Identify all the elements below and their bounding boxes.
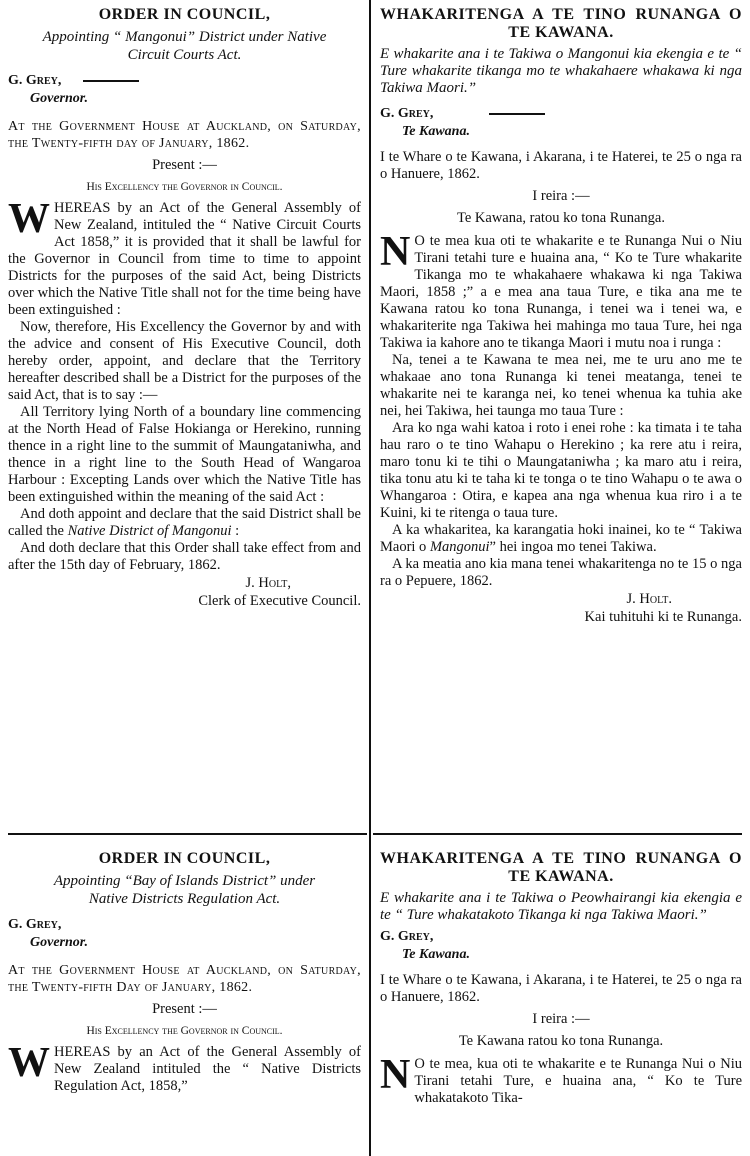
section-divider-right	[373, 833, 742, 835]
order-in-council-mangonui	[8, 6, 367, 826]
paragraph-na-tenei: Na, tenei a te Kawana te mea nei, me te uru ano me te whakaae ano tona Runanga ki tenei meatanga, tenei te whakarite nei te karanga nei, ko tenei whenua ka tuhia ake nei, hei Takiwa, hei taunga mo taua Ture :	[380, 352, 742, 419]
signature-line	[83, 80, 139, 82]
signatory-name: G. Grey,	[8, 917, 62, 932]
signatory-role: Governor.	[30, 935, 88, 950]
section-subheading: Appointing “Bay of Islands District” under Native Districts Regulation Act.	[53, 873, 316, 907]
paragraph-appoint	[8, 506, 361, 540]
district-name: Mangonui	[429, 539, 490, 555]
paragraph-text: O te mea kua oti te whakarite e te Runanga Nui o Niu Tirani tetahi ture e huaina ana, “ Ko te Ture whakarite Tikanga mo te whakahaere whakawa ki nga Takiwa Maori, 1858 ;” a e mea ana taua Ture, e tika ana me te Kawana ratou ko tona Runanga, i tenei wa i tenei wa, e whakariterite nga Takiwa hei mahinga mo taua Ture, hei nga Takiwa ia kahore ano te tikanga Maori i mutu noa i runga :	[380, 233, 742, 351]
district-name: Native District of Mangonui	[67, 523, 232, 539]
place-and-date: I te Whare o te Kawana, i Akarana, i te Haterei, te 25 o nga ra o Hanuere, 1862.	[380, 972, 742, 1005]
section-subheading: E whakarite ana i te Takiwa o Mangonui kia ekengia e te “ Ture whakarite tikanga mo te whakahaere whakawa ki nga Takiwa Maori.”	[380, 46, 742, 96]
paragraph-karangatia	[380, 522, 742, 556]
signatory-role: Te Kawana.	[402, 947, 470, 962]
paragraph-text: HEREAS by an Act of the General Assembly of New Zealand intituled the “ Native Districts Regulation Act, 1858,”	[54, 1044, 361, 1094]
order-in-council-bay-of-islands	[8, 850, 367, 1156]
paragraph-no-te-mea	[380, 1052, 742, 1107]
paragraph-text: A ka whakaritea, ka karangatia hoki inainei, ko te “ Takiwa Maori o	[380, 522, 742, 555]
present-label: I reira :—	[532, 1011, 590, 1027]
paragraph-whereas	[8, 196, 361, 319]
signatory-name: G. Grey,	[8, 73, 62, 88]
signoff-title: Kai tuhituhi ki te Runanga.	[584, 609, 742, 625]
place-and-date: At the Government House at Auckland, on Saturday, the Twenty-fifth day of January, 1862.	[8, 119, 361, 151]
paragraph-effect: And doth declare that this Order shall take effect from and after the 15th day of February, 1862.	[8, 540, 361, 573]
signature-line	[489, 113, 545, 115]
excellency-line: Te Kawana, ratou ko tona Runanga.	[457, 210, 665, 226]
paragraph-text: ” hei ingoa mo tenei Takiwa.	[489, 539, 657, 555]
place-and-date: At the Government House at Auckland, on Saturday, the Twenty-fifth Day of January, 1862.	[8, 963, 361, 995]
paragraph-territory: All Territory lying North of a boundary line commencing at the North Head of False Hokianga or Herekino, running thence in a right line to the summit of Maungataniwha, and thence in a right line to the South Head of Wangaroa Harbour : Excepting Lands over which the Native Title has been extinguished within the meaning of the said Act :	[8, 404, 361, 505]
section-subheading: E whakarite ana i te Takiwa o Peowhairangi kia ekengia e te “ Ture whakatakoto Tikanga ki nga Takiwa Maori.”	[380, 890, 742, 923]
signatory-name: G. Grey,	[380, 929, 434, 944]
drop-cap: N	[380, 229, 411, 275]
paragraph-ara: Ara ko nga wahi katoa i roto i enei rohe : ka timata i te taha hau raro o te tino Wahapu o Herekino ; ka rere atu i reira, maro tonu ki te tihi o Maungataniwha ; ka maro atu i reira, tika tonu atu ki te taha ki te tonga o te tino Wahapu o te awa o Whangaroa : Otira, e kapea ana nga whenua kua riro i a te Kuini, ki te ritenga o taua ture.	[380, 420, 742, 521]
signatory-role: Governor.	[30, 91, 88, 106]
section-heading: ORDER IN COUNCIL,	[98, 6, 271, 23]
section-subheading: Appointing “ Mangonui” District under Native Circuit Courts Act.	[42, 29, 327, 63]
excellency-line: His Excellency the Governor in Council.	[86, 1025, 283, 1037]
signatory-role: Te Kawana.	[402, 124, 470, 139]
present-label: I reira :—	[532, 188, 590, 204]
paragraph-no-te-mea	[380, 229, 742, 352]
paragraph-text: O te mea, kua oti te whakarite e te Runanga Nui o Niu Tirani tetahi Ture, e huaina ana, “ Ko te Ture whakatakoto Tika-	[414, 1056, 742, 1106]
place-and-date: I te Whare o te Kawana, i Akarana, i te Haterei, te 25 o nga ra o Hanuere, 1862.	[380, 149, 742, 182]
paragraph-text: HEREAS by an Act of the General Assembly of New Zealand, intituled the “ Native Circuit Courts Act 1858,” it is provided that it shall be lawful for the Governor in Council from time to time to appoint Districts for the purposes of the said Act, being Districts over which the Native Title shall not for the time being have been extinguished :	[8, 200, 361, 318]
signoff-name: J. Holt,	[245, 575, 291, 591]
paragraph-text: :	[231, 523, 240, 539]
section-heading: WHAKARITENGA A TE TINO RUNANGA O TE KAWANA.	[380, 850, 742, 885]
signoff-name: J. Holt.	[626, 591, 672, 607]
signatory-row	[8, 916, 361, 934]
drop-cap: N	[380, 1052, 411, 1098]
signatory-row	[380, 928, 742, 946]
column-divider	[369, 0, 371, 1156]
paragraph-whereas	[8, 1040, 361, 1095]
present-label: Present :—	[152, 157, 217, 173]
whakaritenga-bay-of-islands	[376, 850, 742, 1156]
signatory-name: G. Grey,	[380, 106, 434, 121]
whakaritenga-mangonui	[376, 6, 742, 826]
paragraph-now-therefore: Now, therefore, His Excellency the Governor by and with the advice and consent of His Executive Council, doth hereby order, appoint, and declare that the Territory hereafter described shall be a District for the purposes of the said Act, that is to say :—	[8, 319, 361, 403]
excellency-line: His Excellency the Governor in Council.	[86, 181, 283, 193]
section-heading: ORDER IN COUNCIL,	[98, 850, 271, 867]
excellency-line: Te Kawana ratou ko tona Runanga.	[458, 1033, 664, 1049]
section-heading: WHAKARITENGA A TE TINO RUNANGA O TE KAWANA.	[380, 6, 742, 41]
paragraph-text: And doth appoint and declare that the said District shall be called the	[8, 506, 361, 539]
signoff-title: Clerk of Executive Council.	[198, 593, 361, 609]
drop-cap: W	[8, 196, 50, 242]
drop-cap: W	[8, 1040, 50, 1086]
signatory-row	[380, 105, 742, 123]
section-divider-left	[8, 833, 367, 835]
signatory-row	[8, 72, 361, 90]
present-label: Present :—	[152, 1001, 217, 1017]
paragraph-mana: A ka meatia ano kia mana tenei whakaritenga no te 15 o nga ra o Pepuere, 1862.	[380, 556, 742, 589]
